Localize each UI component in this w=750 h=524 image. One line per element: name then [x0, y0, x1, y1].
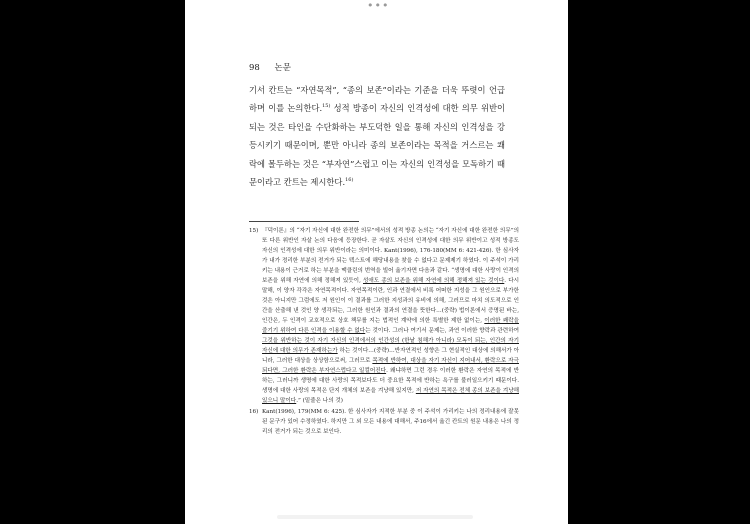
footnote-number: 15)	[249, 228, 259, 234]
underlined-quote: 성애도 종의 보존을 위해 자연에 의해 정해져 있는 것이다	[363, 278, 505, 284]
body-text-part1: 기서 칸트는 “자연목적”, “종의 보존”이라는 기준을 더욱 뚜렷이 언급하며 이를 논의한다.	[249, 85, 505, 114]
footnote-16	[249, 407, 519, 437]
underlined-quote: 저 자연의 목적은 전체 종의 보존을 겨냥해 있으니 말이다	[262, 388, 519, 404]
footnote-ref-16[interactable]: 16)	[345, 177, 354, 184]
body-paragraph	[249, 81, 505, 191]
footnote-ref-15[interactable]: 15)	[322, 103, 331, 110]
underlined-quote: 이러한 쾌락을 즐기기 위하여 다른 인격을 이용할 수 없다	[262, 318, 519, 334]
home-indicator[interactable]	[277, 515, 473, 519]
underlined-quote: 목적에 반하여, 대상을 자기 자신이 지어내서, 환락으로 자극되다면, 그러한 환락은 부자연스럽다고 일컬어진다	[262, 358, 519, 374]
footnote-text: 『덕이론』의 “자기 자신에 대한 완전한 의무”에서의 성적 방종 논의는 “자기 자신에 대한 완전한 의무”의 또 다른 위반인 자살 논의 다음에 등장한다. 곧 자살도 자신의 인격성에 대한 의무 위반이고 성적 방종도 자신의 인격성에 대한 의무 위반이라는 의미이다. Kant(1996), 176-180(MM 6: 421-426). 한 심사자가 내가 정리한 부분의 전거가 되는 텍스트에 해당내용을 찾을 수 없다고 문제제기 하였다. 이 주석이 가리키는 내용이 근거로 하는 부분을 맥클린의 번역을 빌어 옮기자면 다음과 같다. “생명에 대한 사랑이 인격의 보존을 위해 자연에 의해 정해져 있듯이,	[262, 228, 519, 284]
page-number: 98	[249, 63, 260, 73]
footnote-text: .” (밑줄은 나의 것)	[296, 398, 343, 404]
body-text-part2: 성적 방종이 자신의 인격성에 대한 의무 위반이 되는 것은 타인을 수단화하는 부도덕한 일을 통해 자신의 인격성을 강등시키기 때문이며, 뿐만 아니라 종의 보존이라는 목적을 거스르는 쾌락에 몰두하는 것은 “부자연”스럽고 이는 자신의 인격성을 모독하기 때문이라고 칸트는 제시한다.	[249, 103, 506, 188]
footnote-15	[249, 226, 519, 406]
footnote-text: Kant(1996), 179(MM 6: 425). 한 심사자가 지적한 부분 중 이 주석이 가리키는 나의 정리내용에 잘못된 문구가 있어 수정하였다. 하지만 그 외 모든 내용에 대해서, 주16에서 옮긴 칸트의 원문 내용은 나의 정리의 전거가 되는 것으로 보인다.	[262, 409, 519, 435]
footnote-text: 하는 것이다…(중략)…반자연적인 성향은 그 현실적인 대상에 의해서가 아니라, 그러한 대상을 상상함으로써, 그러므로	[262, 348, 519, 364]
more-options-icon[interactable]: •••	[367, 0, 390, 12]
footnote-text: 는 것이다. 그러나 여기서 문제는, 과연 이러한 향락과 관련하여	[365, 328, 520, 334]
running-title: 논문	[274, 63, 291, 73]
footnote-text: . 다시 말해, 이 양자 각각은 자연목적이다. 자연목적이란, 인과 연결에서 비록 어떠한 지성을 그 원인으로 부가한 것은 아니지만 그럼에도 저 원인이 이 결과를 그러한 지성과의 유비에 의해, 그러므로 마치 의도적으로 인간을 산출해 낸 것인 양 생각되는, 그러한 원인과 결과의 연결을 뜻한다…(중략) 법이론에서 증명된 바는, 인간은, 두 인격이 교호적으로 상호 책무를 지는 법적인 계약에 의한 특별한 제한 없이는,	[262, 278, 520, 324]
document-page	[185, 0, 568, 524]
footnote-number: 16)	[249, 409, 259, 415]
footnote-divider	[249, 221, 359, 222]
paragraph-text	[249, 81, 505, 191]
underlined-quote: 그것을 위반하는 것이 자기 자신의 인격에서의 인간성의 (한낱 침해가 아니라) 모독이 되는, 인간의 자기 자신에 대한 의무가 존재하는가	[262, 338, 519, 354]
footnotes	[249, 226, 519, 437]
page-header	[249, 61, 291, 73]
footnote-text: . 왜냐하면 그런 경우 이러한 환락은 자연의 목적에 반하는, 그러니까 생명에 대한 사랑의 목적보다도 더 중요한 목적에 반하는 욕구를 불러일으키기 때문이다. 생명에 대한 사랑의 목적은 단지 개체의 보존을 겨냥해 있지만,	[262, 368, 519, 394]
